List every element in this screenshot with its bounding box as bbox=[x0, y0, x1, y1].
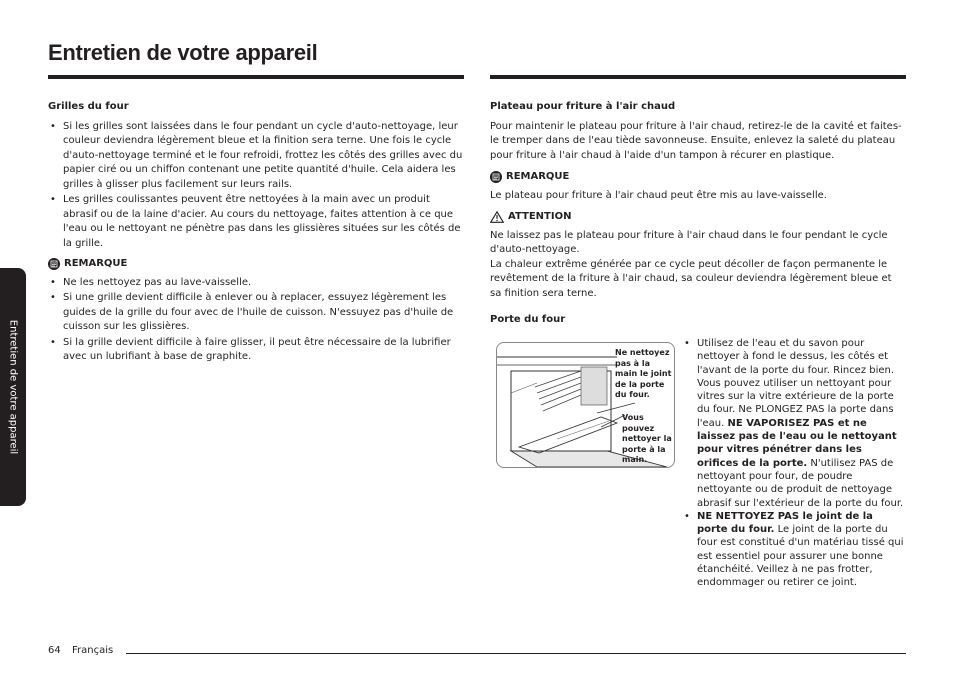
attention-heading bbox=[490, 210, 906, 225]
porte-bullet-1-text-a: Utilisez de l'eau et du savon pour nettoyer à fond le dessus, les côtés et l'avant de la porte du four. Rincez bien. Vous pouvez utiliser un nettoyant pour vitres sur la vitre extérieure de la porte du four. Ne PLONGEZ PAS la porte dans l'eau. bbox=[697, 338, 895, 429]
footer-rule bbox=[126, 653, 906, 654]
list-item: • Si une grille devient difficile à enlever ou à replacer, essuyez légèrement les guides de la grille du four avec de l'huile de cuisson. N'essuyez pas d'huile de cuisson sur les glissières. bbox=[48, 291, 464, 335]
left-column bbox=[48, 100, 464, 366]
remarque-list bbox=[48, 276, 464, 365]
title-rule-left bbox=[48, 75, 464, 79]
remarque-text: Le plateau pour friture à l'air chaud peut être mis au lave-vaisselle. bbox=[490, 189, 827, 201]
porte-bullet-2-text: Le joint de la porte du four est constitué d'un matériau tissé qui est essentiel pour assurer une bonne étanchéité. Veillez à ne pas frotter, endommager ou retirer ce joint. bbox=[697, 524, 904, 589]
remarque-label: REMARQUE bbox=[506, 171, 570, 182]
figure-callout-door: Vous pouvez nettoyer la porte à la main. bbox=[622, 413, 672, 464]
porte-heading: Porte du four bbox=[490, 314, 566, 325]
attention-text-2: La chaleur extrême générée par ce cycle peut décoller de façon permanente le revêtement de la friture à l'air chaud, sa couleur deviendra légèrement bleue et sa finition sera terne. bbox=[490, 258, 892, 299]
list-item bbox=[682, 510, 906, 590]
figure-callout-gasket: Ne nettoyez pas à la main le joint de la porte du four. bbox=[615, 348, 672, 399]
plateau-text: Pour maintenir le plateau pour friture à l'air chaud, retirez-le de la cavité et faites-le tremper dans de l'eau tiède savonneuse. Ensuite, enlevez la saleté du plateau pour friture à l'air chaud à l'aide d'un tampon à récurer en plastique. bbox=[490, 120, 902, 161]
page-number: 64 bbox=[48, 645, 61, 656]
footer-language: Français bbox=[72, 645, 114, 656]
attention-label: ATTENTION bbox=[508, 211, 572, 222]
note-icon bbox=[490, 171, 502, 183]
list-item bbox=[682, 337, 906, 510]
porte-list bbox=[682, 337, 906, 590]
list-item: • Si les grilles sont laissées dans le four pendant un cycle d'auto-nettoyage, leur couleur deviendra légèrement bleue et la finition sera terne. Une fois le cycle d'auto-nettoyage terminé et le four refroidi, frottez les côtés des grilles avec du papier ciré ou un chiffon contenant une petite quantité d'huile. Cela aidera les grilles à glisser plus facilement sur leurs rails. bbox=[48, 120, 464, 193]
warning-icon bbox=[490, 211, 504, 223]
porte-bullet-1-text-c: N'utilisez PAS de nettoyant pour four, de poudre nettoyante ou de produit de nettoyage abrasif sur l'extérieur de la porte du four. bbox=[697, 457, 904, 509]
side-tab-label: Entretien de votre appareil bbox=[7, 319, 19, 455]
plateau-heading: Plateau pour friture à l'air chaud bbox=[490, 101, 676, 112]
porte-bullet-1-bold: NE VAPORISEZ PAS et ne laissez pas de l'eau ou le nettoyant pour vitres pénétrer dans les orifices de la porte. bbox=[697, 417, 897, 469]
right-column bbox=[490, 100, 906, 333]
page-title: Entretien de votre appareil bbox=[48, 40, 318, 65]
oven-door-illustration bbox=[496, 342, 675, 468]
title-rule-right bbox=[490, 75, 906, 79]
list-item: • Si la grille devient difficile à faire glisser, il peut être nécessaire de la lubrifier avec un lubrifiant à base de graphite. bbox=[48, 336, 464, 365]
remarque-label: REMARQUE bbox=[64, 258, 128, 269]
remarque-heading bbox=[490, 170, 906, 185]
remarque-heading bbox=[48, 257, 464, 272]
side-chapter-tab bbox=[0, 268, 26, 506]
grilles-heading: Grilles du four bbox=[48, 101, 129, 112]
list-item: • Ne les nettoyez pas au lave-vaisselle. bbox=[48, 276, 464, 291]
grilles-list bbox=[48, 120, 464, 252]
note-icon bbox=[48, 258, 60, 270]
list-item: • Les grilles coulissantes peuvent être nettoyées à la main avec un produit abrasif ou de la laine d'acier. Au cours du nettoyage, faites attention à ce que l'eau ou le nettoyant ne pénètre pas dans les glissières situées sur les côtés de la grille. bbox=[48, 193, 464, 251]
attention-text-1: Ne laissez pas le plateau pour friture à l'air chaud dans le four pendant le cycle d'auto-nettoyage. bbox=[490, 229, 888, 255]
porte-bullet-2-bold: NE NETTOYEZ PAS le joint de la porte du four. bbox=[697, 510, 873, 536]
